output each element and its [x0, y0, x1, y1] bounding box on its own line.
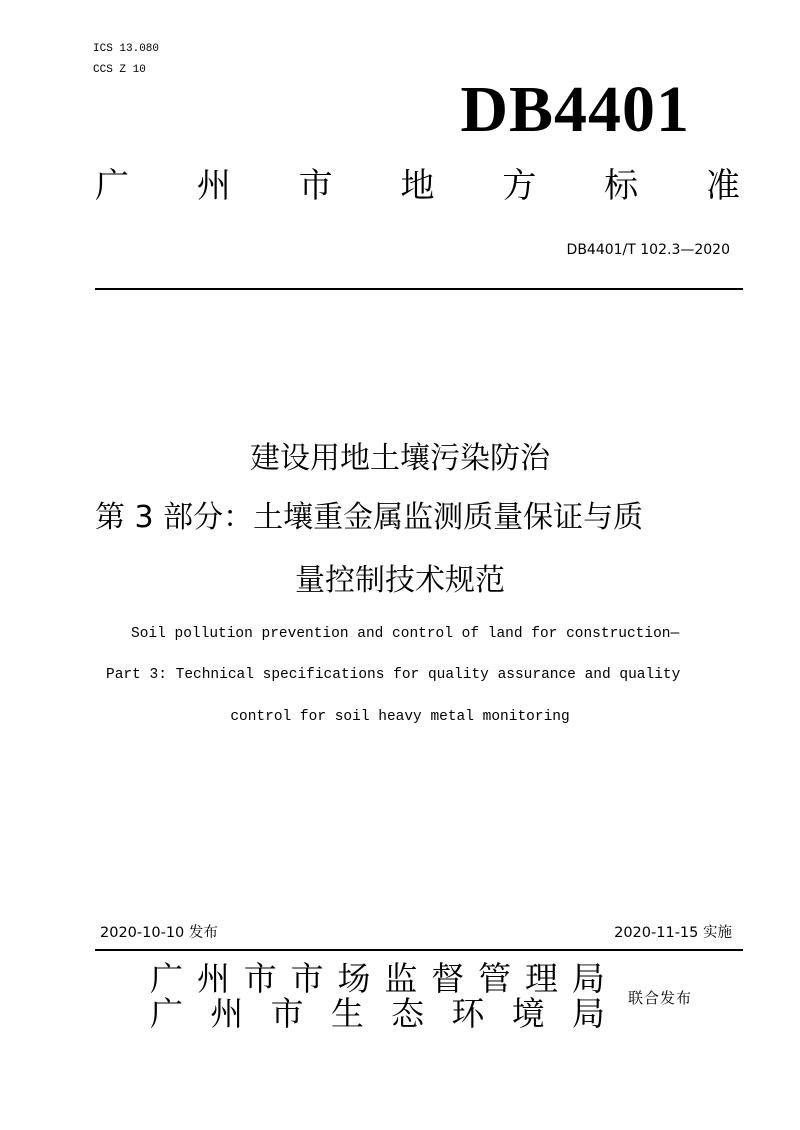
top-divider — [95, 288, 743, 290]
standard-type-char: 市 — [298, 166, 333, 206]
issuer-char: 市 — [270, 994, 304, 1033]
issuer-char: 管 — [478, 959, 512, 998]
standard-type-char: 地 — [400, 166, 435, 206]
ics-code: ICS 13.080 — [93, 43, 160, 55]
ccs-code: CCS Z 10 — [93, 64, 146, 76]
standard-type — [95, 163, 740, 209]
publish-date: 2020-10-10 发布 — [100, 925, 218, 941]
title-cn-line1: 建设用地土壤污染防治 — [250, 441, 550, 476]
standard-type-char: 方 — [502, 166, 537, 206]
title-en-line2: Part 3: Technical specifications for quality assurance and quality — [106, 667, 681, 683]
issuer-ecology-environment — [150, 995, 605, 1033]
title-cn-line2: 第 3 部分：土壤重金属监测质量保证与质 — [95, 500, 644, 535]
standard-type-char: 标 — [604, 166, 639, 206]
issuer-char: 州 — [196, 959, 230, 998]
joint-issue-label: 联合发布 — [628, 989, 693, 1007]
db-code: DB4401 — [460, 73, 690, 146]
issuer-char: 局 — [571, 994, 605, 1033]
issuer-char: 环 — [451, 994, 485, 1033]
issuer-char: 监 — [384, 959, 418, 998]
issuer-char: 广 — [150, 994, 183, 1033]
standard-number: DB4401/T 102.3—2020 — [566, 242, 730, 258]
issuer-char: 局 — [571, 959, 605, 998]
issuer-char: 广 — [150, 959, 183, 998]
issuer-char: 督 — [431, 959, 465, 998]
issuer-char: 态 — [391, 994, 425, 1033]
issuer-char: 生 — [330, 994, 364, 1033]
standard-type-char: 准 — [705, 166, 740, 206]
issuer-char: 州 — [210, 994, 244, 1033]
issuer-market-regulation — [150, 960, 605, 998]
issuer-char: 场 — [337, 959, 371, 998]
title-en-line1: Soil pollution prevention and control of land for construction— — [131, 626, 680, 642]
title-en-line3: control for soil heavy metal monitoring — [230, 709, 570, 725]
bottom-divider — [95, 949, 743, 951]
standard-type-char: 州 — [196, 166, 231, 206]
standard-type-char: 广 — [95, 166, 129, 206]
issuer-char: 市 — [243, 959, 277, 998]
issuer-char: 境 — [511, 994, 545, 1033]
issuer-char: 理 — [525, 959, 558, 998]
issuer-char: 市 — [290, 959, 324, 998]
implement-date: 2020-11-15 实施 — [614, 925, 732, 941]
title-cn-line3: 量控制技术规范 — [295, 563, 505, 598]
